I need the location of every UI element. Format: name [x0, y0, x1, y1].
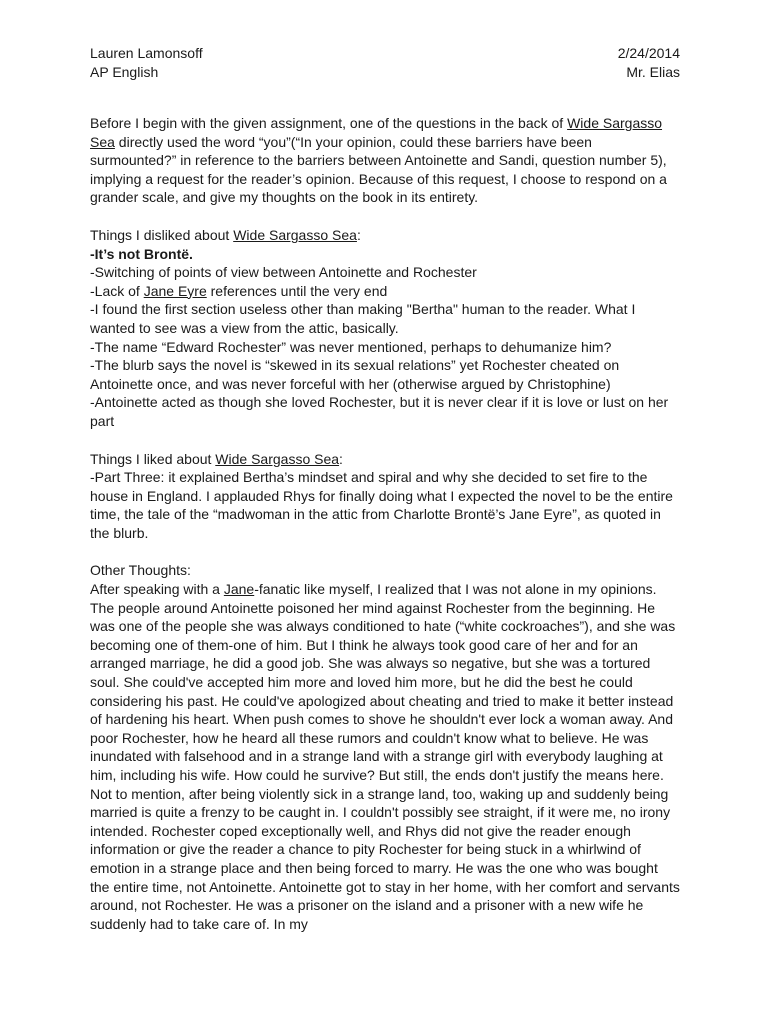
document-page: [90, 44, 680, 933]
header-row-2: [90, 63, 680, 82]
liked-heading: Things I liked about Wide Sargasso Sea:: [90, 450, 343, 467]
disliked-item: -The name “Edward Rochester” was never mentioned, perhaps to dehumanize him?: [90, 338, 612, 355]
disliked-item: -I found the first section useless other than making "Bertha" human to the reader. What I wanted to see was a view from the attic, basically.: [90, 301, 636, 336]
liked-section: [90, 450, 680, 543]
document-date: 2/24/2014: [617, 45, 680, 61]
other-thoughts-heading: Other Thoughts:: [90, 562, 191, 579]
intro-paragraph: [90, 114, 680, 207]
jane-underlined: Jane: [223, 581, 255, 598]
disliked-item: -Switching of points of view between Antoinette and Rochester: [90, 264, 477, 281]
disliked-bold-item: -It’s not Brontë.: [90, 245, 193, 262]
other-thoughts-paragraph: After speaking with a Jane-fanatic like myself, I realized that I was not alone in my opinions. The people around Antoinette poisoned her mind against Rochester from the beginning. He was one of the people she was always conditioned to hate (“white cockroaches”), and she was becoming one of them-one of him. But I think he always took good care of her and for an arranged marriage, he did a good job. She was always so negative, but she was a tortured soul. She could've accepted him more and loved him more, but he did the best he could considering his past. He could've apologized about cheating and tried to make it better instead of hardening his heart. When push comes to shove he shouldn't ever lock a woman away. And poor Rochester, how he heard all these rumors and couldn't know what to believe. He was inundated with falsehood and in a strange land with a strange girl with everybody laughing at him, including his wife. How could he survive? But still, the ends don't justify the means here. Not to mention, after being violently sick in a strange land, too, waking up and suddenly being married is quite a frenzy to be caught in. I couldn't possibly see straight, if it were me, no irony intended. Rochester coped exceptionally well, and Rhys did not give the reader enough information or give the reader a chance to pity Rochester for being stuck in a whirlwind of emotion in a strange place and then being forced to marry. He was the one who was bought the entire time, not Antoinette. Antoinette got to stay in her home, with her comfort and servants around, not Rochester. He was a prisoner on the island and a prisoner with a new wife he suddenly had to take care of. In my: [90, 581, 680, 932]
disliked-item: -The blurb says the novel is “skewed in its sexual relations” yet Rochester cheated on Antoinette once, and was never forceful with her (otherwise argued by Christophine): [90, 357, 620, 392]
disliked-item: -Lack of Jane Eyre references until the very end: [90, 282, 388, 299]
disliked-heading: Things I disliked about Wide Sargasso Sea:: [90, 226, 361, 243]
liked-item: -Part Three: it explained Bertha’s mindset and spiral and why she decided to set fire to the house in England. I applauded Rhys for finally doing what I expected the novel to be the entire time, the tale of the “madwoman in the attic from Charlotte Brontë’s Jane Eyre”, as quoted in the blurb.: [90, 469, 673, 541]
teacher-name: Mr. Elias: [626, 64, 680, 80]
intro-book-title: Wide Sargasso Sea: [90, 115, 663, 150]
class-name: AP English: [90, 64, 159, 80]
other-thoughts-section: [90, 561, 680, 933]
disliked-item: -Antoinette acted as though she loved Rochester, but it is never clear if it is love or lust on her part: [90, 394, 669, 429]
header-row-1: [90, 44, 680, 63]
intro-text-2: directly used the word “you”(“In your opinion, could these barriers have been surmounted?” in reference to the barriers between Antoinette and Sandi, question number 5), implying a request for the reader’s opinion. Because of this request, I choose to respond on a grander scale, and give my thoughts on the book in its entirety.: [90, 133, 667, 206]
author-name: Lauren Lamonsoff: [90, 45, 203, 61]
disliked-section: [90, 226, 680, 431]
intro-text-1: Before I begin with the given assignment, one of the questions in the back of: [90, 115, 568, 131]
